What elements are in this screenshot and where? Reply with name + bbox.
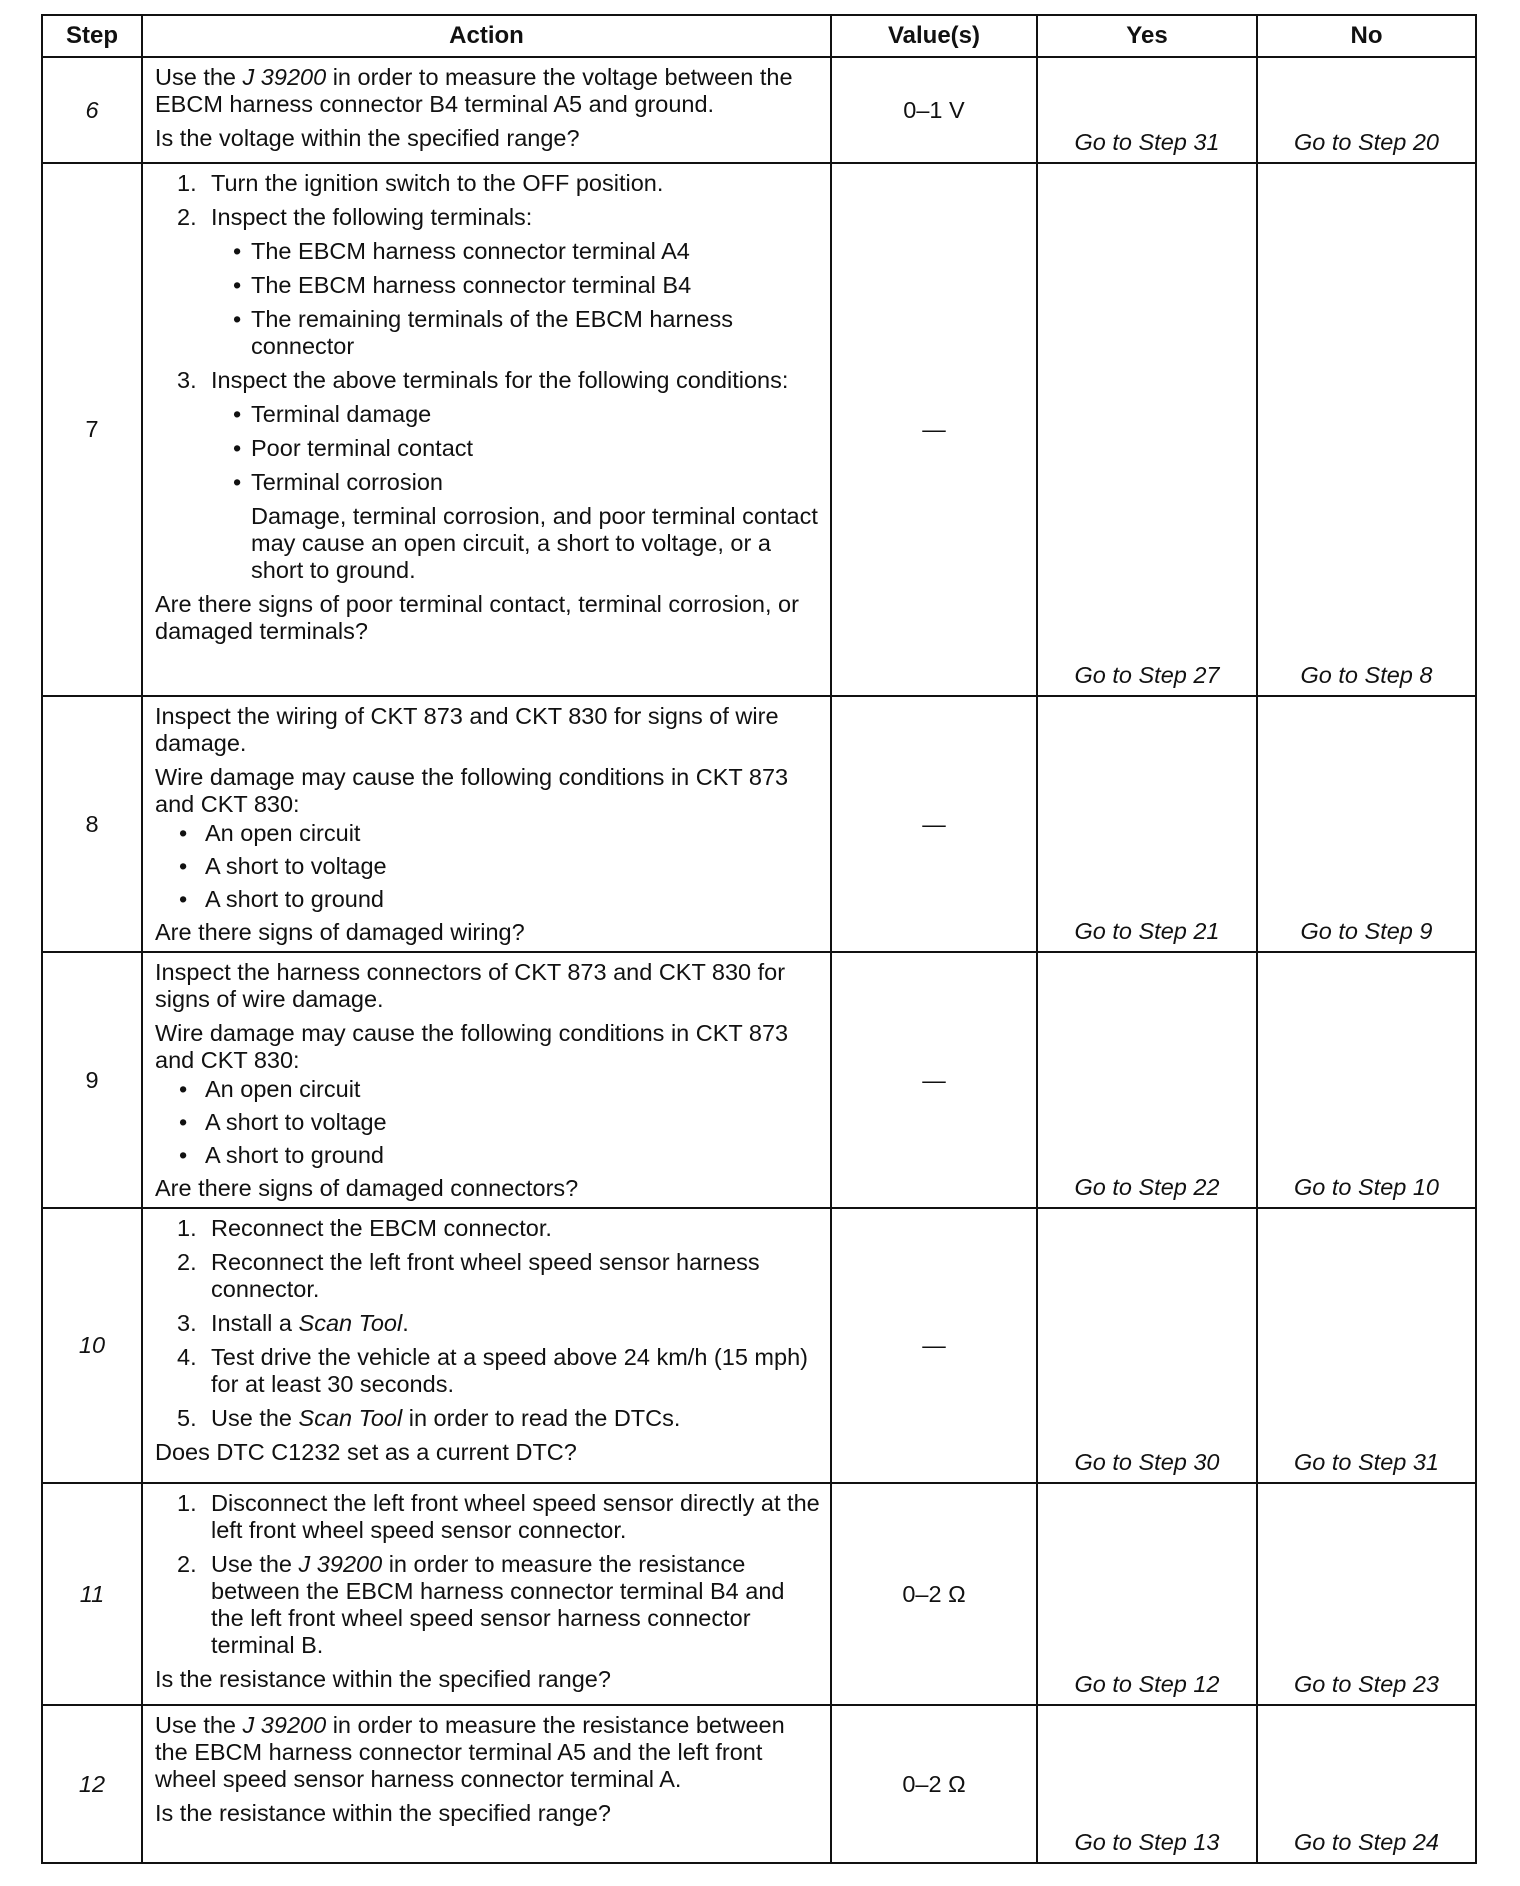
action-question: Is the resistance within the specified range?	[155, 1800, 611, 1826]
bullet-item: • An open circuit	[155, 1076, 820, 1103]
value-cell: 0–2 Ω	[831, 1483, 1037, 1705]
step-row-10	[42, 1208, 1476, 1483]
no-cell: Go to Step 31	[1257, 1208, 1476, 1483]
list-item: 4. Test drive the vehicle at a speed above 24 km/h (15 mph) for at least 30 seconds.	[177, 1344, 808, 1397]
action-question: Is the voltage within the specified range?	[155, 125, 580, 151]
step-row-11	[42, 1483, 1476, 1705]
bullet-item: • An open circuit	[155, 820, 820, 847]
action-question: Is the resistance within the specified range?	[155, 1666, 611, 1692]
tool-name: Scan Tool	[298, 1405, 403, 1431]
header-values: Value(s)	[831, 15, 1037, 57]
step-number: 7	[42, 163, 142, 696]
step-row-8	[42, 696, 1476, 952]
action-cell	[142, 952, 831, 1208]
action-text: Use the J 39200 in order to measure the resistance between the EBCM harness connector terminal A5 and the left front wheel speed sensor harness connector terminal A.	[155, 1712, 785, 1792]
list-item: 2. Use the J 39200 in order to measure the resistance between the EBCM harness connector terminal B4 and the left front wheel speed sensor harness connector terminal B.	[177, 1551, 785, 1658]
action-lead: Wire damage may cause the following conditions in CKT 873 and CKT 830:	[155, 1020, 789, 1073]
action-intro: Inspect the wiring of CKT 873 and CKT 830 for signs of wire damage.	[155, 703, 779, 756]
value-cell: —	[831, 952, 1037, 1208]
no-cell: Go to Step 24	[1257, 1705, 1476, 1863]
action-intro: Inspect the harness connectors of CKT 873 and CKT 830 for signs of wire damage.	[155, 959, 786, 1012]
action-cell	[142, 57, 831, 163]
list-item: 1. Reconnect the EBCM connector.	[177, 1215, 552, 1241]
bullet-item: • A short to ground	[155, 1142, 820, 1169]
tool-name: J 39200	[298, 1551, 383, 1577]
action-question: Does DTC C1232 set as a current DTC?	[155, 1439, 577, 1465]
step-number: 9	[42, 952, 142, 1208]
tool-name: J 39200	[242, 64, 327, 90]
step-row-6	[42, 57, 1476, 163]
list-item: 2. Inspect the following terminals:	[177, 204, 533, 230]
step-number: 11	[42, 1483, 142, 1705]
action-question: Are there signs of damaged wiring?	[155, 919, 525, 945]
list-item: 3. Inspect the above terminals for the following conditions:	[177, 367, 789, 393]
action-text: Use the J 39200 in order to measure the voltage between the EBCM harness connector B4 terminal A5 and ground.	[155, 64, 793, 117]
action-cell	[142, 696, 831, 952]
bullet-item: • Terminal damage	[155, 401, 820, 428]
value-cell: —	[831, 1208, 1037, 1483]
bullet-item: • The EBCM harness connector terminal A4	[155, 238, 820, 265]
action-question: Are there signs of damaged connectors?	[155, 1175, 579, 1201]
yes-cell: Go to Step 30	[1037, 1208, 1257, 1483]
value-cell: 0–1 V	[831, 57, 1037, 163]
step-row-12	[42, 1705, 1476, 1863]
no-cell: Go to Step 8	[1257, 163, 1476, 696]
bullet-item: • A short to ground	[155, 886, 820, 913]
no-cell: Go to Step 10	[1257, 952, 1476, 1208]
step-number: 10	[42, 1208, 142, 1483]
action-cell	[142, 163, 831, 696]
action-lead: Wire damage may cause the following conditions in CKT 873 and CKT 830:	[155, 764, 789, 817]
list-item: 1. Disconnect the left front wheel speed sensor directly at the left front wheel speed sensor connector.	[177, 1490, 820, 1543]
step-row-7	[42, 163, 1476, 696]
bullet-item: • A short to voltage	[155, 853, 820, 880]
header-no: No	[1257, 15, 1476, 57]
no-cell: Go to Step 23	[1257, 1483, 1476, 1705]
bullet-item: • A short to voltage	[155, 1109, 820, 1136]
action-cell	[142, 1705, 831, 1863]
yes-cell: Go to Step 31	[1037, 57, 1257, 163]
list-item: 2. Reconnect the left front wheel speed sensor harness connector.	[177, 1249, 760, 1302]
tool-name: J 39200	[242, 1712, 327, 1738]
value-cell: 0–2 Ω	[831, 1705, 1037, 1863]
no-cell: Go to Step 9	[1257, 696, 1476, 952]
bullet-item: • The EBCM harness connector terminal B4	[155, 272, 820, 299]
header-step: Step	[42, 15, 142, 57]
no-cell: Go to Step 20	[1257, 57, 1476, 163]
step-row-9	[42, 952, 1476, 1208]
step-number: 6	[42, 57, 142, 163]
list-item: 5. Use the Scan Tool in order to read the DTCs.	[177, 1405, 681, 1431]
bullet-item: • Poor terminal contact	[155, 435, 820, 462]
action-cell	[142, 1483, 831, 1705]
action-cell	[142, 1208, 831, 1483]
value-cell: —	[831, 696, 1037, 952]
value-cell: —	[831, 163, 1037, 696]
bullet-item: • Terminal corrosion	[155, 469, 820, 496]
tool-name: Scan Tool	[298, 1310, 403, 1336]
header-yes: Yes	[1037, 15, 1257, 57]
yes-cell: Go to Step 22	[1037, 952, 1257, 1208]
action-question: Are there signs of poor terminal contact, terminal corrosion, or damaged terminals?	[155, 591, 799, 644]
yes-cell: Go to Step 13	[1037, 1705, 1257, 1863]
header-row	[42, 15, 1476, 57]
yes-cell: Go to Step 21	[1037, 696, 1257, 952]
list-item: 3. Install a Scan Tool.	[177, 1310, 409, 1336]
yes-cell: Go to Step 27	[1037, 163, 1257, 696]
diagnostic-table	[41, 14, 1477, 1864]
bullet-item: • The remaining terminals of the EBCM harness connector	[155, 306, 820, 360]
step-number: 12	[42, 1705, 142, 1863]
header-action: Action	[142, 15, 831, 57]
yes-cell: Go to Step 12	[1037, 1483, 1257, 1705]
list-item: 1. Turn the ignition switch to the OFF position.	[177, 170, 664, 196]
step-number: 8	[42, 696, 142, 952]
action-note: Damage, terminal corrosion, and poor terminal contact may cause an open circuit, a short to voltage, or a short to ground.	[251, 503, 818, 583]
